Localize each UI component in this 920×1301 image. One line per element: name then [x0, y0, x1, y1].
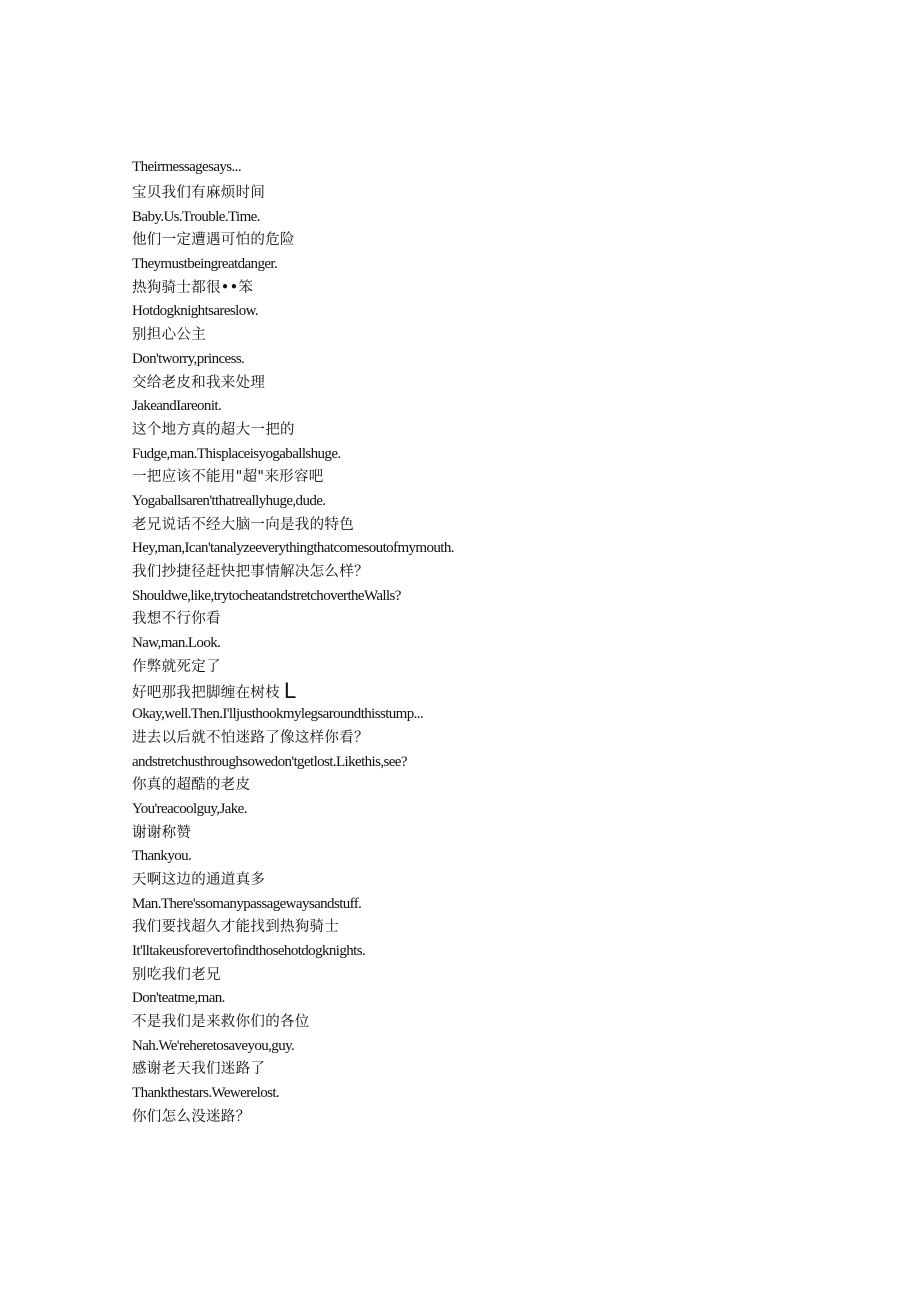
subtitle-line-chinese: [132, 324, 892, 348]
subtitle-line-english: [132, 490, 892, 514]
subtitle-text: Baby.Us.Trouble.Time.: [132, 208, 260, 225]
subtitle-text: 热狗骑士都很••笨: [132, 279, 254, 296]
subtitle-line-english: [132, 845, 892, 869]
subtitle-line-english: [132, 1035, 892, 1059]
subtitle-line-chinese: [132, 916, 892, 940]
subtitle-line-chinese: [132, 372, 892, 396]
subtitle-text: 他们一定遭遇可怕的危险: [132, 232, 295, 249]
subtitle-text: 我们要找超久才能找到热狗骑士: [132, 919, 340, 936]
subtitle-text: andstretchusthroughsowedon'tgetlost.Likethis,see?: [132, 753, 407, 770]
subtitle-line-chinese: [132, 679, 892, 703]
subtitle-line-english: [132, 632, 892, 656]
subtitle-text: 一把应该不能用"超"来形容吧: [132, 469, 324, 486]
subtitle-tail-glyph: L: [284, 678, 297, 704]
subtitle-text: 作弊就死定了: [132, 658, 221, 675]
subtitle-text: Don'tworry,princess.: [132, 350, 245, 367]
subtitle-text: 别担心公主: [132, 327, 206, 344]
subtitle-text: Theirmessagesays...: [132, 159, 241, 175]
subtitle-text: 我们抄捷径赶快把事情解决怎么样？: [132, 564, 369, 580]
subtitle-line-english: [132, 703, 892, 727]
subtitle-text: Don'teatme,man.: [132, 990, 225, 1007]
subtitle-line-english: [132, 253, 892, 277]
subtitle-line-chinese: [132, 964, 892, 988]
subtitle-line-chinese: [132, 277, 892, 301]
subtitle-line-chinese: [132, 1011, 892, 1035]
subtitle-line-chinese: [132, 419, 892, 443]
subtitle-text: Okay,well.Then.I'lljusthookmylegsaroundthisstump...: [132, 706, 424, 723]
subtitle-text: 你真的超酷的老皮: [132, 777, 251, 794]
subtitle-text: Thankyou.: [132, 848, 192, 865]
subtitle-line-chinese: [132, 822, 892, 846]
subtitle-line-chinese: [132, 608, 892, 632]
subtitle-line-chinese: [132, 229, 892, 253]
subtitle-text: Yogaballsaren'tthatreallyhuge,dude.: [132, 492, 326, 509]
subtitle-text: 你们怎么没迷路？: [132, 1108, 251, 1125]
document-body: [132, 156, 892, 1130]
subtitle-line-english: [132, 940, 892, 964]
subtitle-line-english: [132, 987, 892, 1011]
subtitle-text: 好吧那我把脚缠在树枝: [132, 685, 280, 702]
subtitle-text: Nah.We'reheretosaveyou,guy.: [132, 1037, 295, 1054]
subtitle-line-english: [132, 300, 892, 324]
subtitle-line-english: [132, 206, 892, 230]
subtitle-line-chinese: [132, 466, 892, 490]
subtitle-line-english: [132, 893, 892, 917]
subtitle-text: 宝贝我们有麻烦时间: [132, 185, 266, 201]
subtitle-text: 不是我们是来救你们的各位: [132, 1014, 310, 1031]
subtitle-line-english: [132, 1082, 892, 1106]
subtitle-line-chinese: [132, 1058, 892, 1082]
subtitle-text: JakeandIareonit.: [132, 398, 222, 415]
subtitle-text: 谢谢称赞: [132, 824, 192, 841]
subtitle-line-chinese: [132, 727, 892, 751]
subtitle-line-chinese: [132, 182, 892, 206]
subtitle-text: 天啊这边的通道真多: [132, 871, 266, 888]
subtitle-line-english: [132, 585, 892, 609]
subtitle-line-english: [132, 798, 892, 822]
subtitle-line-english: [132, 348, 892, 372]
subtitle-text: 交给老皮和我来处理: [132, 374, 266, 391]
subtitle-text: Hotdogknightsareslow.: [132, 303, 258, 320]
subtitle-text: You'reacoolguy,Jake.: [132, 800, 247, 817]
subtitle-text: 别吃我们老兄: [132, 966, 221, 983]
subtitle-line-english: [132, 537, 892, 561]
subtitle-line-chinese: [132, 869, 892, 893]
subtitle-text: It'lltakeusforevertofindthosehotdogknights.: [132, 943, 366, 959]
subtitle-text: Shouldwe,like,trytocheatandstretchovertheWalls?: [132, 587, 401, 604]
subtitle-text: Hey,man,Ican'tanalyzeeverythingthatcomesoutofmymouth.: [132, 540, 454, 557]
subtitle-text: 这个地方真的超大一把的: [132, 421, 295, 438]
subtitle-line-english: [132, 751, 892, 775]
subtitle-text: Man.There'ssomanypassagewaysandstuff.: [132, 895, 362, 912]
subtitle-text: Theymustbeingreatdanger.: [132, 256, 278, 273]
subtitle-line-chinese: [132, 774, 892, 798]
subtitle-line-chinese: [132, 1106, 892, 1130]
subtitle-line-english: [132, 156, 892, 182]
subtitle-line-chinese: [132, 561, 892, 585]
subtitle-text: Fudge,man.Thisplaceisyogaballshuge.: [132, 445, 341, 462]
subtitle-line-english: [132, 443, 892, 467]
subtitle-text: Naw,man.Look.: [132, 635, 221, 652]
subtitle-text: 我想不行你看: [132, 611, 221, 628]
subtitle-text: 老兄说话不经大脑一向是我的特色: [132, 516, 354, 533]
subtitle-text: 感谢老天我们迷路了: [132, 1061, 266, 1078]
subtitle-text: Thankthestars.Wewerelost.: [132, 1085, 280, 1102]
subtitle-line-chinese: [132, 656, 892, 680]
subtitle-line-english: [132, 395, 892, 419]
subtitle-line-chinese: [132, 514, 892, 538]
subtitle-text: 进去以后就不怕迷路了像这样你看？: [132, 729, 369, 746]
